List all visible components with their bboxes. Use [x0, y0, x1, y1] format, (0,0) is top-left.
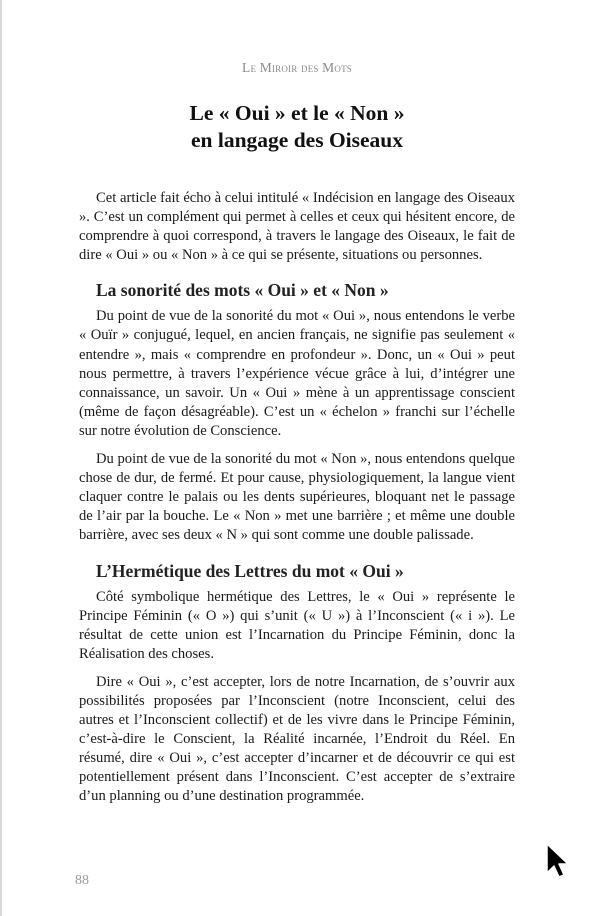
title-line-1: Le « Oui » et le « Non »	[189, 101, 405, 125]
intro-paragraph: Cet article fait écho à celui intitulé « Indécision en langage des Oiseaux ». C’est un complément qui permet à celles et ceux qui hésitent encore, de comprendre à quoi correspond, à travers le langage des Oiseaux, le fait de dire « Oui » ou « Non » à ce qui se présente, situations ou personnes.	[79, 190, 515, 264]
article-body	[79, 189, 515, 816]
paragraph-dire-oui: Dire « Oui », c’est accepter, lors de notre Incarnation, de s’ouvrir aux possibilités proposées par l’Inconscient (notre Inconscient, celui des autres et l’Inconscient collectif) et de les vivre dans le Principe Féminin, c’est-à-dire le Conscient, la Réalité incarnée, l’Endroit du Réel. En résumé, dire « Oui », c’est accepter d’incarner et de découvrir ce qui est potentiellement présent dans l’Inconscient. C’est accepter de s’extraire d’un planning ou d’une destination programmée.	[79, 673, 515, 805]
page-number: 88	[75, 873, 89, 888]
section-heading-sonorite: La sonorité des mots « Oui » et « Non »	[96, 280, 389, 301]
article-title	[0, 100, 594, 154]
paragraph-symbolique: Côté symbolique hermétique des Lettres, le « Oui » représente le Principe Féminin (« O ») qui s’unit (« U ») à l’Inconscient (« i »). Le résultat de cette union est l’Incarnation du Principe Féminin, donc la Réalisation des choses.	[79, 588, 515, 662]
paragraph-oui-sonorite: Du point de vue de la sonorité du mot « Oui », nous entendons le verbe « Ouïr » conjugué, lequel, en ancien français, ne signifie pas seulement « entendre », mais « comprendre en profondeur ». Donc, un « Oui » peut nous permettre, à travers l’expérience vécue grâce à lui, d’intégrer une connaissance, un savoir. Un « Oui » mène à un apprentissage conscient (même de façon désagréable). C’est un « échelon » franchi sur l’échelle sur notre évolution de Conscience.	[79, 308, 515, 439]
mouse-pointer-icon	[545, 843, 569, 879]
section-heading-hermetique: L’Hermétique des Lettres du mot « Oui »	[96, 560, 404, 581]
title-line-2: en langage des Oiseaux	[190, 128, 404, 152]
running-header: Le Miroir des Mots	[242, 60, 352, 75]
paragraph-non-sonorite: Du point de vue de la sonorité du mot « Non », nous entendons quelque chose de dur, de fermé. Et pour cause, physiologiquement, la langue vient claquer contre le palais ou les dents supérieures, bloquant net le passage de l’air par la bouche. Le « Non » met une barrière ; et même une double barrière, avec ses deux « N » qui sont comme une double palissade.	[79, 451, 515, 544]
